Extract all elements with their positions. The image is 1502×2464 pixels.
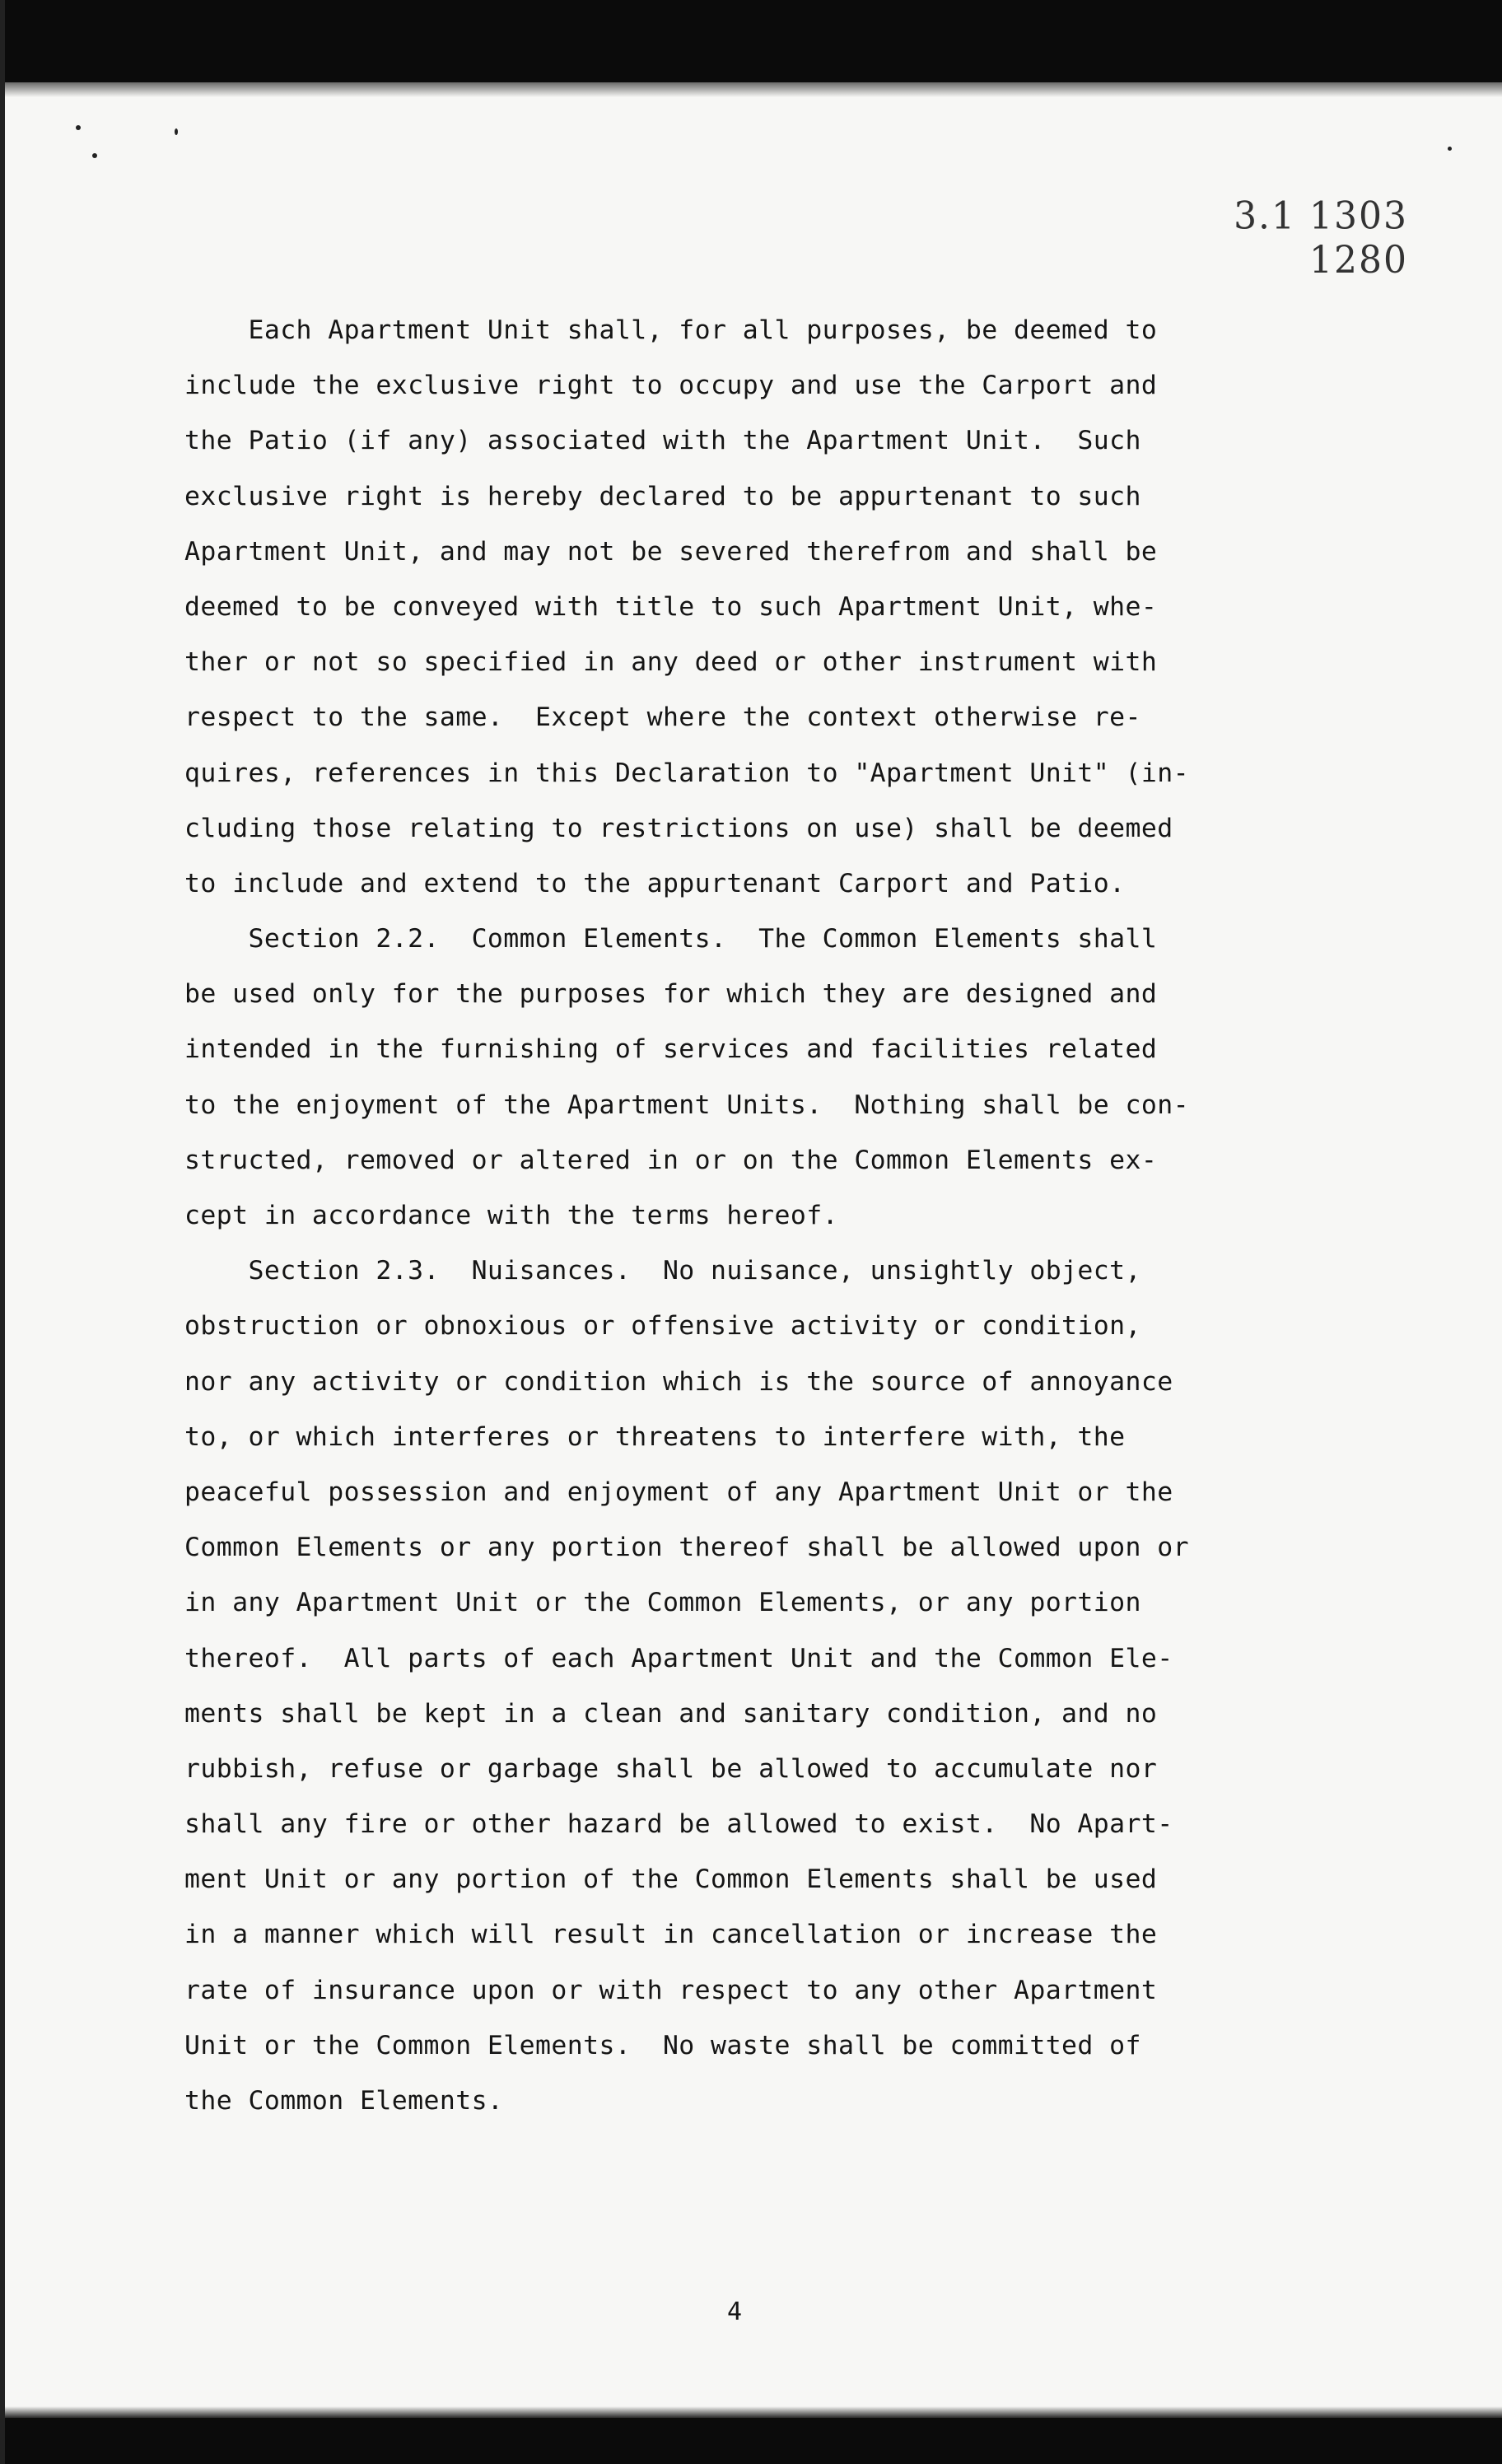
scan-speck: [92, 153, 97, 158]
text-line: obstruction or obnoxious or offensive activity or condition,: [184, 1311, 1141, 1342]
scan-speck: [175, 128, 178, 135]
scan-left-edge: [0, 0, 5, 2464]
scan-bottom-border: [0, 2418, 1502, 2464]
text-line: be used only for the purposes for which they are designed and: [184, 979, 1158, 1010]
scan-speck: [1448, 147, 1452, 151]
text-line: ments shall be kept in a clean and sanitary condition, and no: [184, 1698, 1158, 1729]
text-line: deemed to be conveyed with title to such Apartment Unit, whe-: [184, 591, 1158, 622]
text-line: shall any fire or other hazard be allowed to exist. No Apart-: [184, 1809, 1173, 1840]
text-line: rubbish, refuse or garbage shall be allowed to accumulate nor: [184, 1753, 1158, 1784]
text-line: ment Unit or any portion of the Common Elements shall be used: [184, 1864, 1158, 1895]
section-2-2-heading-line: Section 2.2. Common Elements. The Common Elements shall: [184, 924, 1158, 954]
text-line: respect to the same. Except where the context otherwise re-: [184, 702, 1141, 733]
text-line: in any Apartment Unit or the Common Elements, or any portion: [184, 1588, 1141, 1618]
text-line: to the enjoyment of the Apartment Units. Nothing shall be con-: [184, 1090, 1189, 1120]
document-stamp: 3.1 1303 1280: [1234, 194, 1408, 282]
text-line: Each Apartment Unit shall, for all purposes, be deemed to: [184, 315, 1158, 345]
text-line: to include and extend to the appurtenant Carport and Patio.: [184, 868, 1126, 898]
text-line: the Common Elements.: [184, 2086, 504, 2116]
text-line: Apartment Unit, and may not be severed therefrom and shall be: [184, 536, 1158, 567]
text-line: to, or which interferes or threatens to interfere with, the: [184, 1421, 1126, 1452]
section-2-3-heading-line: Section 2.3. Nuisances. No nuisance, unsightly object,: [184, 1256, 1141, 1286]
text-line: cept in accordance with the terms hereof.: [184, 1201, 838, 1230]
text-line: quires, references in this Declaration to "Apartment Unit" (in-: [184, 758, 1189, 788]
text-line: in a manner which will result in cancellation or increase the: [184, 1920, 1158, 1950]
text-line: thereof. All parts of each Apartment Unit and the Common Ele-: [184, 1643, 1173, 1673]
text-line: structed, removed or altered in or on the Common Elements ex-: [184, 1145, 1158, 1175]
scan-speck: [76, 125, 81, 130]
text-line: peaceful possession and enjoyment of any Apartment Unit or the: [184, 1477, 1173, 1507]
text-line: exclusive right is hereby declared to be appurtenant to such: [184, 481, 1141, 511]
document-body: [184, 303, 1354, 2129]
text-line: Common Elements or any portion thereof shall be allowed upon or: [184, 1533, 1189, 1563]
text-line: nor any activity or condition which is the source of annoyance: [184, 1366, 1173, 1397]
text-line: rate of insurance upon or with respect to any other Apartment: [184, 1975, 1158, 2005]
text-line: cluding those relating to restrictions on use) shall be deemed: [184, 813, 1173, 843]
text-line: the Patio (if any) associated with the Apartment Unit. Such: [184, 426, 1141, 456]
scan-top-border: [0, 0, 1502, 82]
text-line: ther or not so specified in any deed or other instrument with: [184, 647, 1158, 678]
page-number: 4: [726, 2298, 743, 2326]
text-line: Unit or the Common Elements. No waste shall be committed of: [184, 2030, 1141, 2060]
text-line: intended in the furnishing of services and facilities related: [184, 1034, 1158, 1065]
text-line: include the exclusive right to occupy and use the Carport and: [184, 371, 1158, 401]
